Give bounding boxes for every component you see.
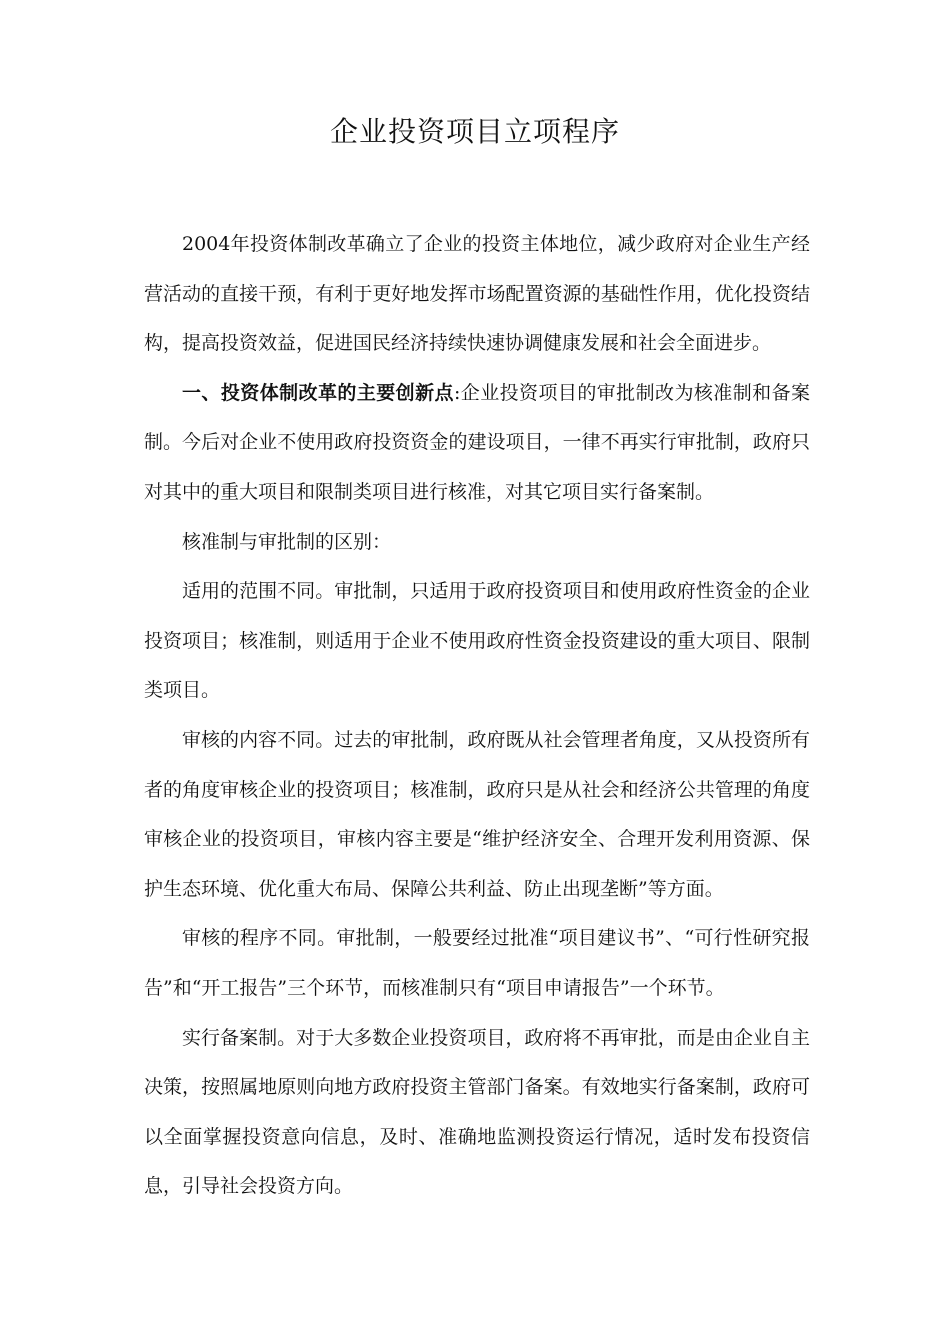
paragraph-text: 2004年投资体制改革确立了企业的投资主体地位，减少政府对企业生产经营活动的直接干预，有利于更好地发挥市场配置资源的基础性作用，优化投资结构，提高投资效益，促进国民经济持续快速协调健康发展和社会全面进步。 <box>144 233 810 355</box>
paragraph-content <box>144 716 810 914</box>
paragraph-filing <box>144 1014 810 1212</box>
paragraph-intro <box>144 220 810 369</box>
paragraph-text: :企业投资项目的审批制改为核准制和备案制。今后对企业不使用政府投资资金的建设项目，一律不再实行审批制，政府只对其中的重大项目和限制类项目进行核准，对其它项目实行备案制。 <box>144 381 810 503</box>
document-title: 企业投资项目立项程序 <box>329 115 620 148</box>
paragraph-difference-heading <box>144 518 810 568</box>
paragraph-procedure <box>144 914 810 1013</box>
paragraph-heading: 一、投资体制改革的主要创新点 <box>182 381 454 404</box>
paragraph-text: 适用的范围不同。审批制，只适用于政府投资项目和使用政府性资金的企业投资项目；核准制，则适用于企业不使用政府性资金投资建设的重大项目、限制类项目。 <box>144 580 810 702</box>
paragraph-scope <box>144 567 810 716</box>
paragraph-text: 核准制与审批制的区别： <box>182 530 392 553</box>
document-body <box>144 220 810 1212</box>
paragraph-text: 实行备案制。对于大多数企业投资项目，政府将不再审批，而是由企业自主决策，按照属地原则向地方政府投资主管部门备案。有效地实行备案制，政府可以全面掌握投资意向信息，及时、准确地监测投资运行情况，适时发布投资信息，引导社会投资方向。 <box>144 1026 810 1198</box>
paragraph-text: 审核的内容不同。过去的审批制，政府既从社会管理者角度，又从投资所有者的角度审核企业的投资项目；核准制，政府只是从社会和经济公共管理的角度审核企业的投资项目，审核内容主要是“维护经济安全、合理开发利用资源、保护生态环境、优化重大布局、保障公共利益、防止出现垄断”等方面。 <box>144 728 810 900</box>
paragraph-innovation <box>144 369 810 518</box>
paragraph-text: 审核的程序不同。审批制，一般要经过批准“项目建议书”、“可行性研究报告”和“开工报告”三个环节，而核准制只有“项目申请报告”一个环节。 <box>144 927 810 999</box>
